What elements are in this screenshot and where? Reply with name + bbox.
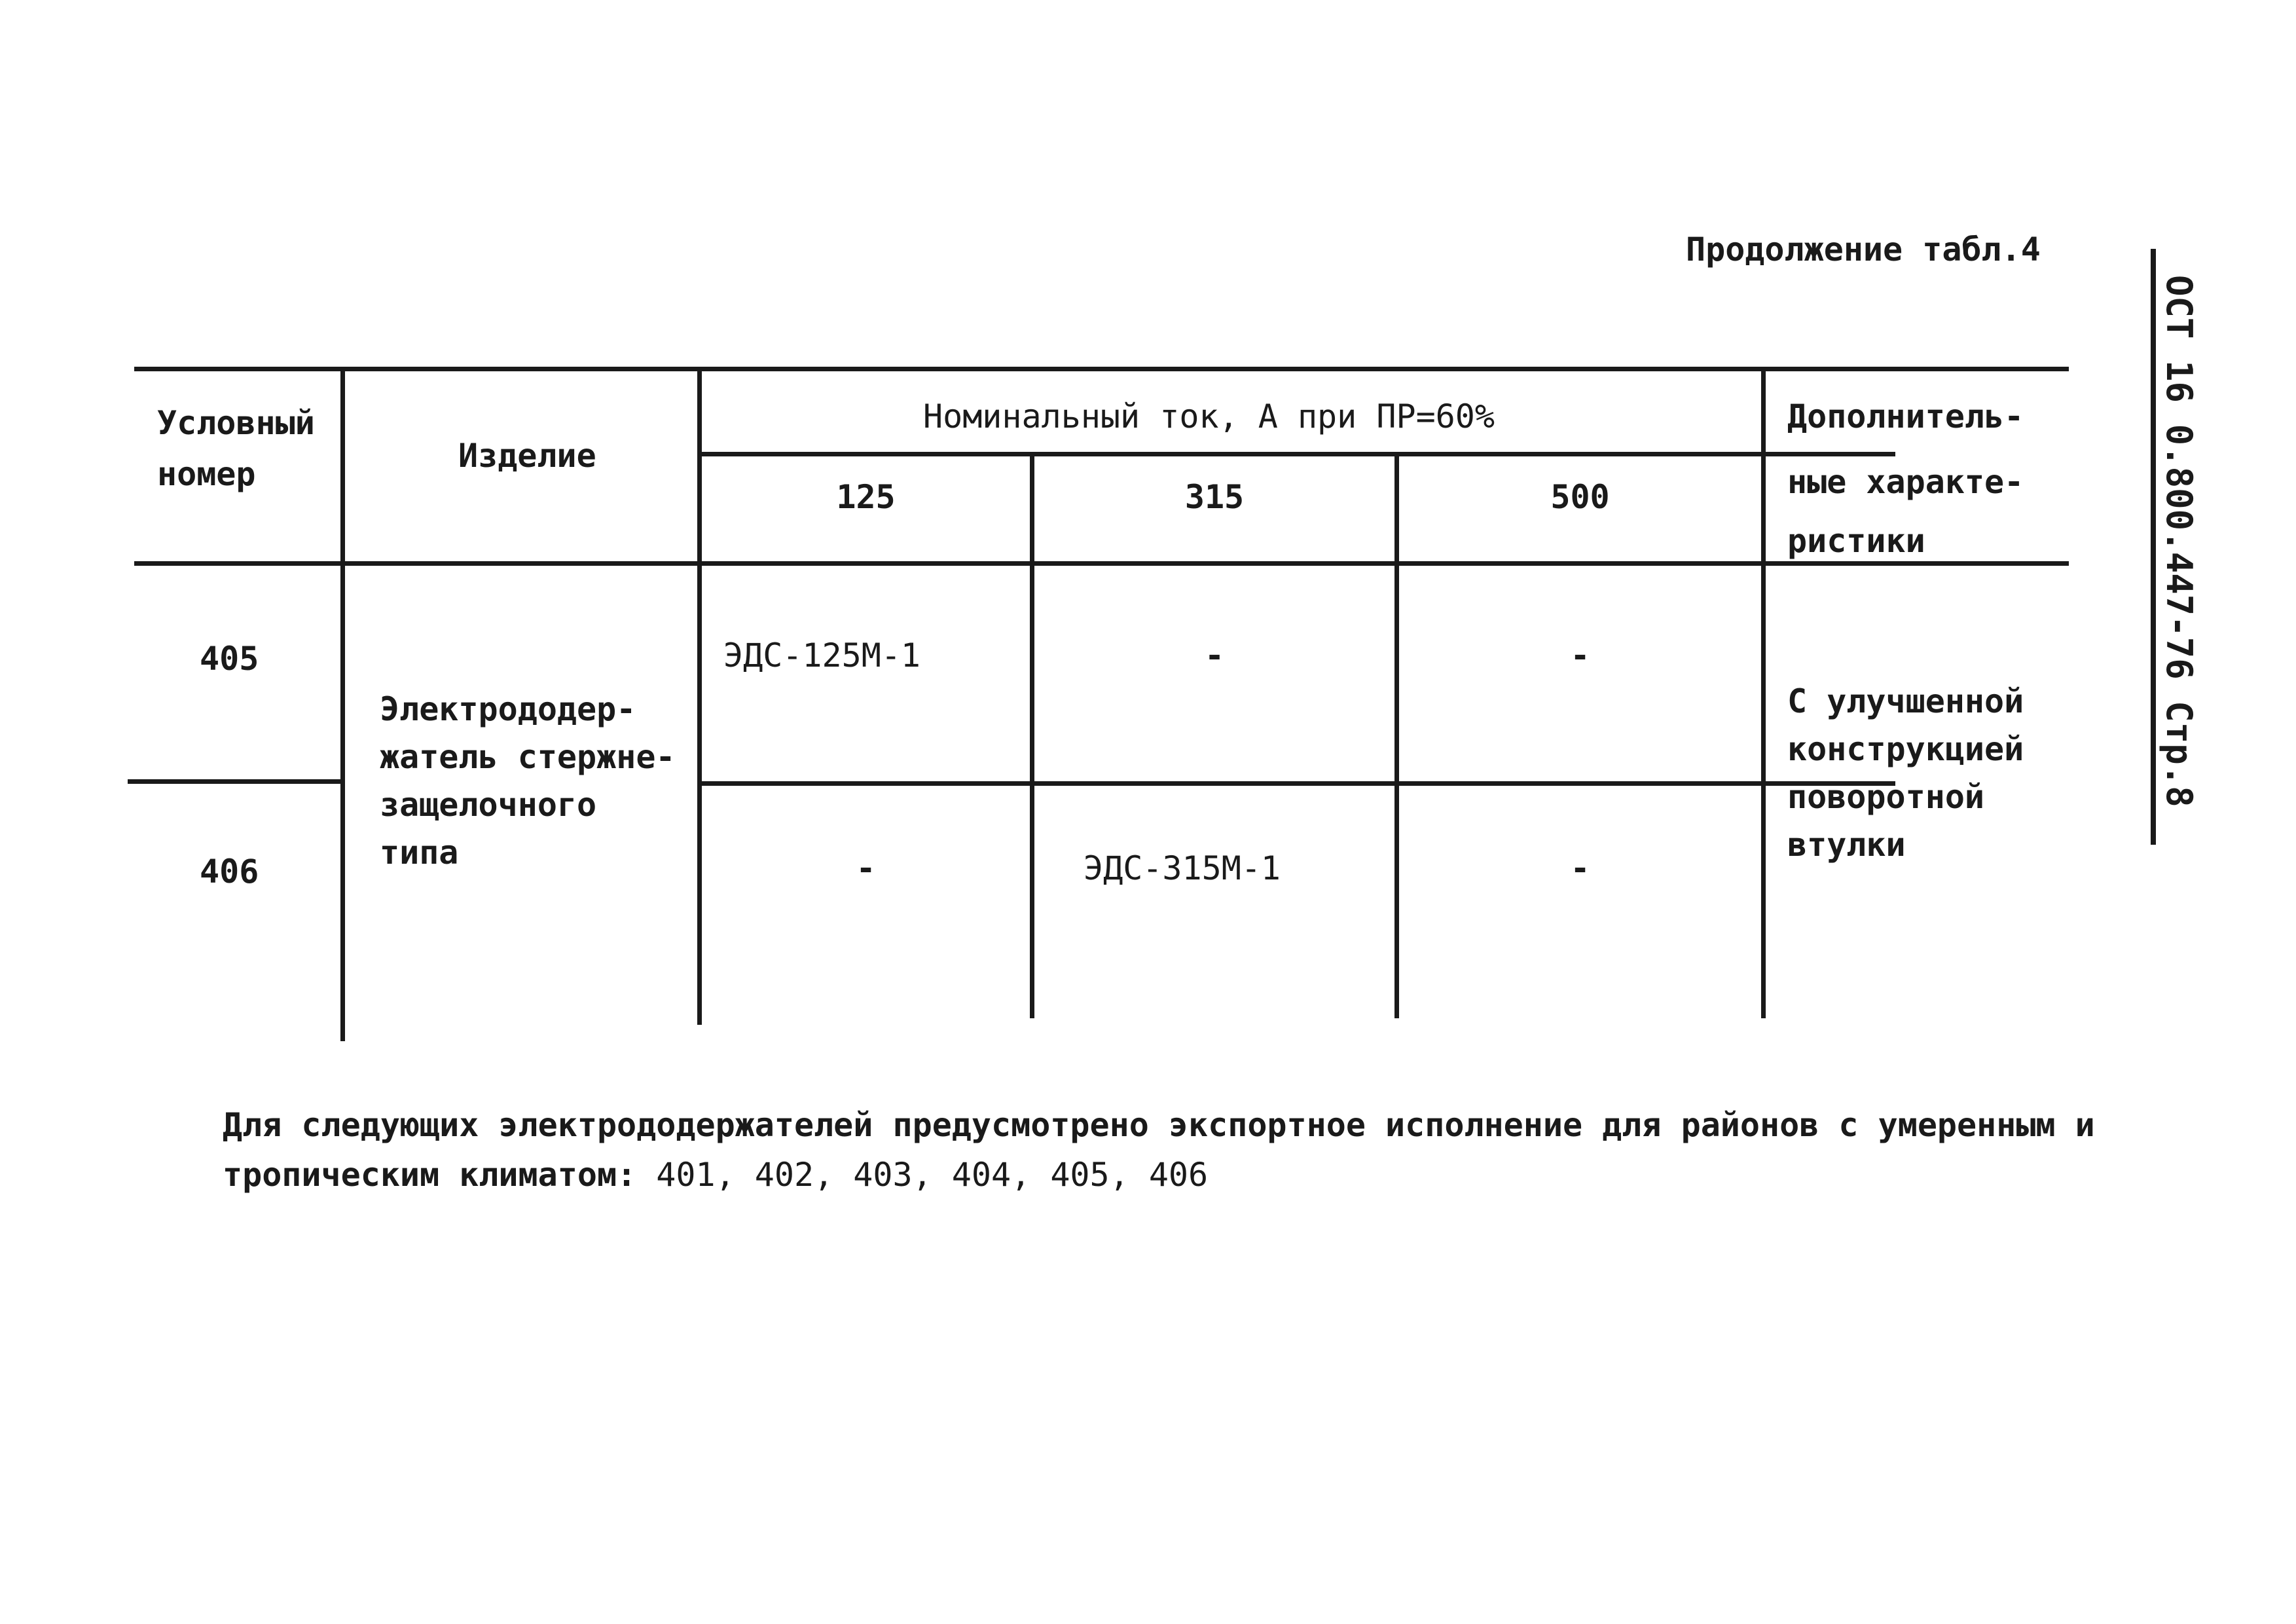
side-rule bbox=[2151, 249, 2156, 845]
product-name-line1: Электрододер- bbox=[380, 690, 636, 728]
side-document-code: ОСТ 16 0.800.447-76 Стр.8 bbox=[2159, 275, 2200, 807]
extra-text-line4: втулки bbox=[1787, 826, 1906, 864]
header-current-group: Номинальный ток, А при ПР=60% bbox=[923, 397, 1495, 435]
footnote bbox=[223, 1100, 2121, 1200]
extra-text-line3: поворотной bbox=[1787, 778, 1985, 816]
product-name-line2: жатель стержне- bbox=[380, 738, 676, 776]
extra-text-line2: конструкцией bbox=[1787, 730, 2024, 768]
footnote-line2 bbox=[223, 1150, 2121, 1200]
footnote-line2-numbers: 401, 402, 403, 404, 405, 406 bbox=[656, 1156, 1209, 1194]
header-extra-line2: ные характе- bbox=[1787, 463, 2024, 501]
row-406-c500: - bbox=[1570, 849, 1590, 887]
row-406-c125: - bbox=[856, 849, 876, 887]
header-product: Изделие bbox=[458, 437, 596, 475]
table-col-divider bbox=[1030, 452, 1034, 1018]
table-col-divider bbox=[1761, 367, 1766, 1018]
table-header-bottom-rule bbox=[134, 561, 2069, 566]
extra-text-line1: С улучшенной bbox=[1787, 682, 2024, 720]
row-405-c500: - bbox=[1570, 637, 1590, 674]
table-subhead-rule bbox=[697, 452, 1895, 456]
table-top-rule bbox=[134, 367, 2069, 371]
header-current-500: 500 bbox=[1550, 478, 1610, 516]
table-row-divider-inner bbox=[697, 781, 1895, 786]
footnote-line1: Для следующих электрододержателей предусмотрено экспортное исполнение для районов с умеренным и bbox=[223, 1106, 2095, 1144]
row-406-number: 406 bbox=[200, 853, 259, 891]
header-number-line2: номер bbox=[157, 455, 256, 493]
row-405-c315: - bbox=[1204, 637, 1225, 674]
table-title: Продолжение табл.4 bbox=[1686, 231, 2041, 268]
row-406-c315: ЭДС-315М-1 bbox=[1084, 849, 1281, 887]
header-current-315: 315 bbox=[1184, 478, 1245, 516]
header-current-125: 125 bbox=[836, 478, 896, 516]
header-extra-line3: ристики bbox=[1787, 522, 1925, 560]
table-row-divider bbox=[128, 779, 340, 784]
product-name-line3: защелочного bbox=[380, 786, 597, 824]
row-405-number: 405 bbox=[200, 640, 259, 678]
product-name-line4: типа bbox=[380, 834, 459, 872]
table-col-divider bbox=[697, 367, 702, 1025]
header-extra-line1: Дополнитель- bbox=[1787, 397, 2024, 435]
header-number-line1: Условный bbox=[157, 404, 315, 442]
footnote-line2-text: тропическим климатом: bbox=[223, 1156, 637, 1194]
spec-table bbox=[128, 367, 2066, 1048]
table-col-divider bbox=[1394, 452, 1399, 1018]
table-col-divider bbox=[340, 367, 345, 1041]
row-405-c125: ЭДС-125М-1 bbox=[723, 637, 921, 674]
